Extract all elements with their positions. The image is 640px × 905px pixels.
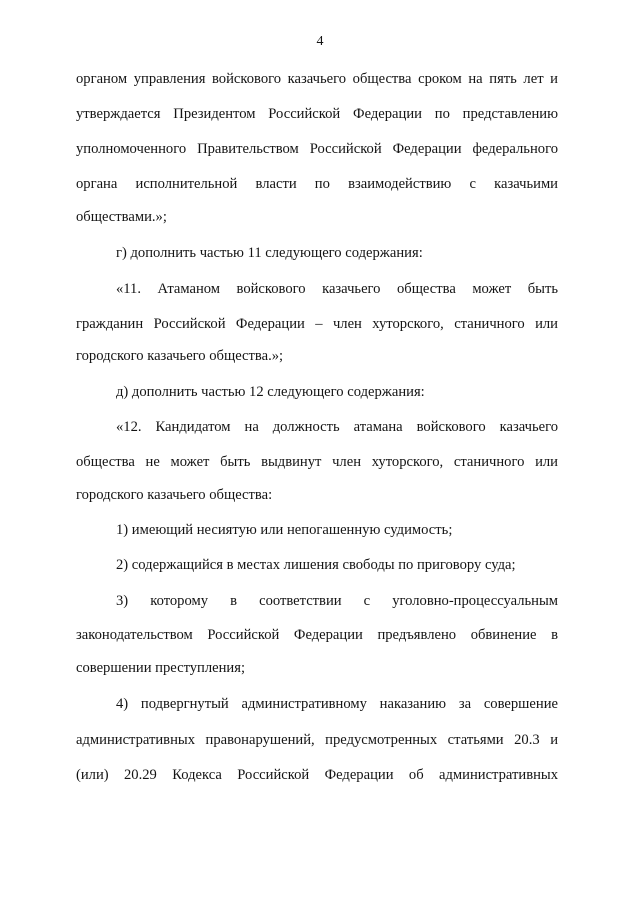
text-line: 1) имеющий несиятую или непогашенную судимость; [116, 522, 453, 538]
text-line: законодательством Российской Федерации предъявлено обвинение в [76, 627, 558, 643]
text-line: уполномоченного Правительством Российской Федерации федерального [76, 141, 558, 157]
text-line: г) дополнить частью 11 следующего содержания: [116, 245, 423, 261]
text-line: 2) содержащийся в местах лишения свободы по приговору суда; [116, 557, 516, 573]
text-line: утверждается Президентом Российской Федерации по представлению [76, 106, 558, 122]
text-line: (или) 20.29 Кодекса Российской Федерации об административных [76, 767, 558, 783]
text-line: городского казачьего общества.»; [76, 348, 284, 364]
text-line: обществами.»; [76, 209, 167, 225]
text-line: общества не может быть выдвинут член хуторского, станичного или [76, 454, 558, 470]
text-line: органом управления войскового казачьего общества сроком на пять лет и [76, 71, 558, 87]
text-line: «11. Атаманом войскового казачьего общества может быть [116, 281, 558, 297]
text-line: городского казачьего общества: [76, 487, 273, 503]
text-line: административных правонарушений, предусмотренных статьями 20.3 и [76, 732, 558, 748]
text-line: 3) которому в соответствии с уголовно-процессуальным [116, 593, 558, 609]
page-number: 4 [316, 34, 324, 49]
text-line: «12. Кандидатом на должность атамана войскового казачьего [116, 419, 558, 435]
text-line: органа исполнительной власти по взаимодействию с казачьими [76, 176, 558, 192]
text-line: гражданин Российской Федерации – член хуторского, станичного или [76, 316, 558, 332]
text-line: совершении преступления; [76, 660, 246, 676]
text-line: д) дополнить частью 12 следующего содержания: [116, 384, 425, 400]
text-line: 4) подвергнутый административному наказанию за совершение [116, 696, 558, 712]
